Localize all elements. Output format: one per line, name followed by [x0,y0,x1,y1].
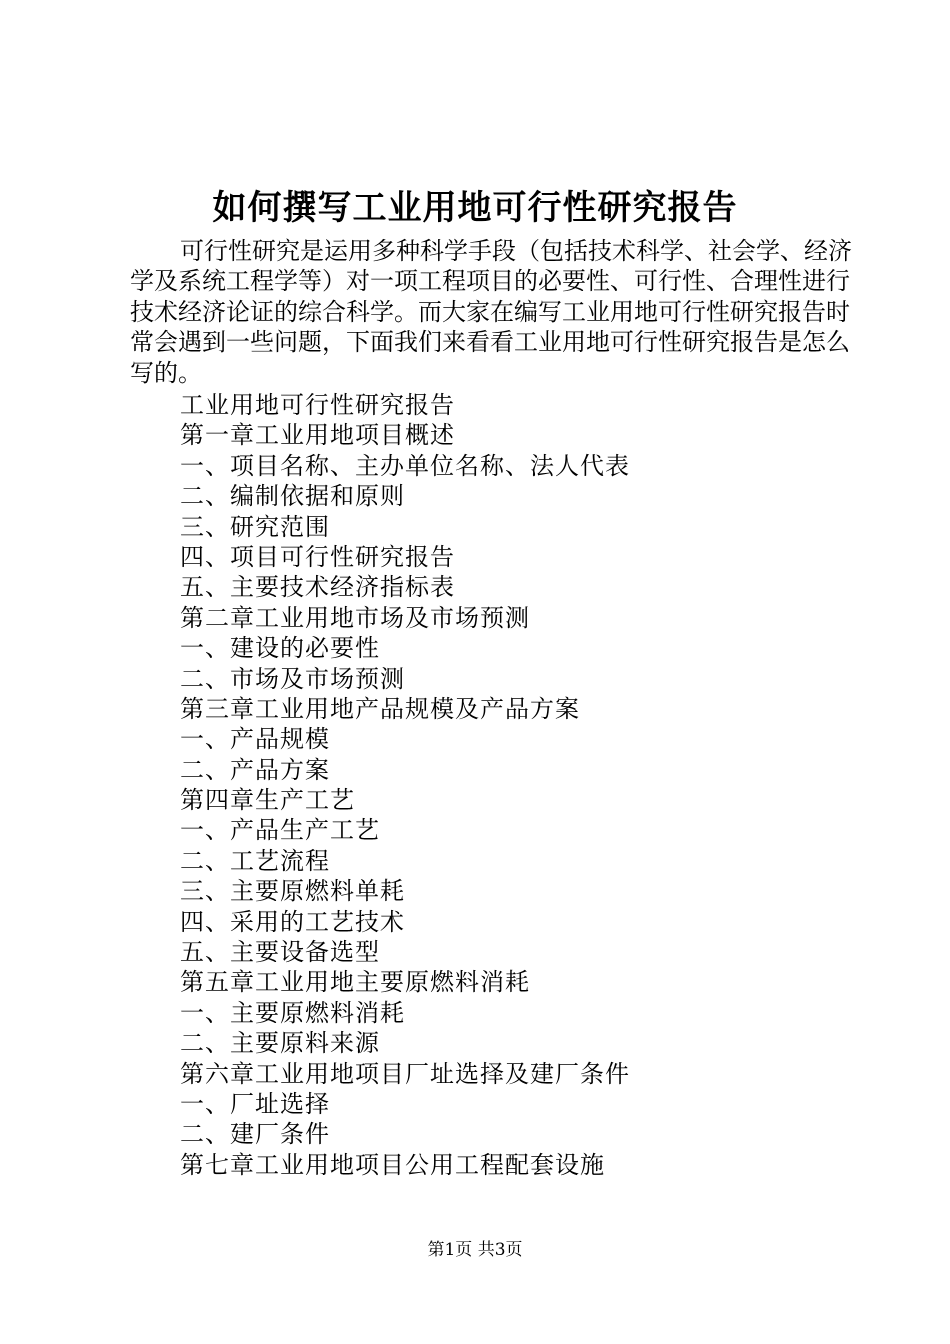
toc-item: 二、建厂条件 [180,1120,330,1149]
toc-item: 第四章生产工艺 [180,786,355,815]
toc-item: 第二章工业用地市场及市场预测 [180,603,530,632]
toc-item: 二、市场及市场预测 [180,664,405,693]
toc-item: 一、产品生产工艺 [180,816,380,845]
toc-item: 三、研究范围 [180,512,330,541]
intro-paragraph-block [130,236,870,388]
toc-item: 一、厂址选择 [180,1089,330,1118]
toc-item: 一、建设的必要性 [180,634,380,663]
toc-item: 一、产品规模 [180,725,330,754]
toc-item: 一、主要原燃料消耗 [180,998,405,1027]
page-footer: 第1页 共3页 [427,1240,523,1260]
toc-item: 工业用地可行性研究报告 [180,391,455,419]
toc-item: 三、主要原燃料单耗 [180,877,405,906]
toc-item: 二、编制依据和原则 [180,482,405,511]
toc-item: 五、主要技术经济指标表 [180,573,455,602]
toc-item: 四、项目可行性研究报告 [180,542,455,571]
toc-item: 四、采用的工艺技术 [180,907,405,936]
document-title: 如何撰写工业用地可行性研究报告 [212,188,738,228]
toc-item: 五、主要设备选型 [180,938,380,967]
toc-item: 第三章工业用地产品规模及产品方案 [180,694,580,723]
toc-item: 第六章工业用地项目厂址选择及建厂条件 [180,1059,630,1088]
intro-paragraph: 可行性研究是运用多种科学手段（包括技术科学、社会学、经济学及系统工程学等）对一项工程项目的必要性、可行性、合理性进行技术经济论证的综合科学。而大家在编写工业用地可行性研究报告时常会遇到一些问题，下面我们来看看工业用地可行性研究报告是怎么写的。 [130,237,852,387]
toc-item: 二、主要原料来源 [180,1029,380,1058]
toc-item: 第七章工业用地项目公用工程配套设施 [180,1150,605,1179]
toc-item: 第一章工业用地项目概述 [180,421,455,450]
toc-item: 二、工艺流程 [180,846,330,875]
toc-item: 第五章工业用地主要原燃料消耗 [180,968,530,997]
toc-item: 一、项目名称、主办单位名称、法人代表 [180,451,630,480]
toc-item: 二、产品方案 [180,755,330,784]
table-of-contents [180,390,870,1180]
